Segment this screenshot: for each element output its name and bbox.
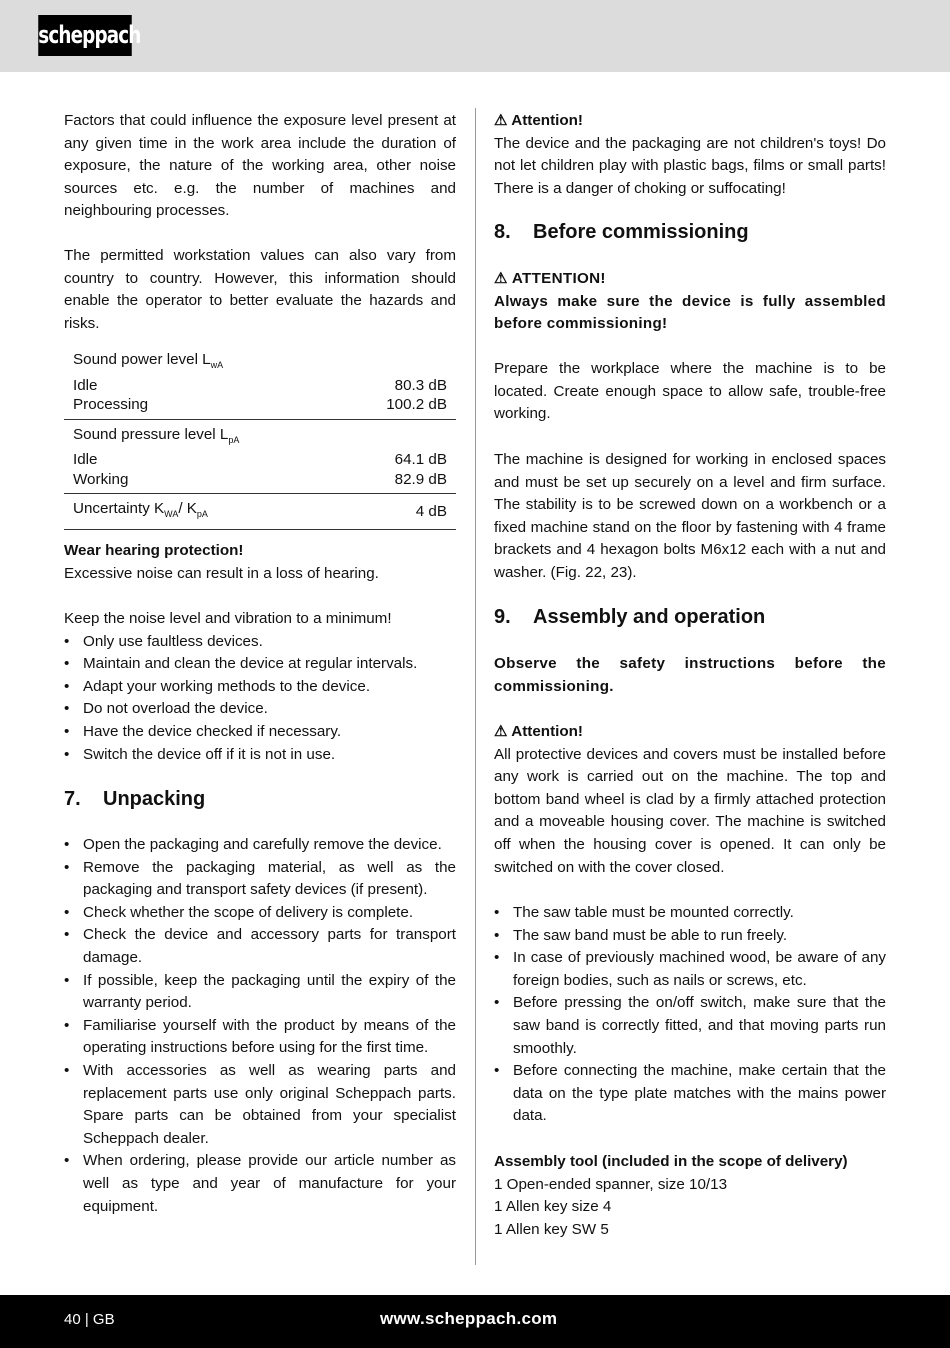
list-item: • Adapt your working methods to the device.: [64, 676, 456, 699]
num: 7.: [64, 788, 81, 810]
list-item: • The saw table must be mounted correctly.: [494, 902, 886, 925]
title: Unpacking: [103, 788, 206, 810]
list-item: • The saw band must be able to run freely.: [494, 925, 886, 948]
machine-paragraph: The machine is designed for working in enclosed spaces and must be set up securely on a level and firm surface. The stability is to be screwed down on a workbench or a fixed machine stand on the floor by fastening with 4 frame brackets and 4 hexagon bolts M6x12 each with a nut and washer. (Fig. 22, 23).: [494, 451, 886, 581]
title: Assembly and operation: [533, 606, 766, 628]
list-item: • When ordering, please provide our article number as well as type and year of manufacture for your equipment.: [64, 1150, 456, 1218]
attention-children: [494, 110, 886, 200]
attention-covers: [494, 721, 886, 879]
attention-text: All protective devices and covers must be installed before any work is carried out on the machine. The top and bottom band wheel is clad by a firmly attached protection and a moveable housing cover. The machine is switched off when the housing cover is opened. It can only be switched on with the cover closed.: [494, 745, 886, 876]
page-footer: [0, 1295, 950, 1348]
list-item: • Before connecting the machine, make certain that the data on the type plate matches with the mains power data.: [494, 1060, 886, 1128]
noise-table: [64, 350, 456, 530]
scheppach-logo: scheppach: [38, 15, 132, 56]
list-item: • With accessories as well as wearing parts and replacement parts use only original Scheppach parts. Spare parts can be obtained from your specialist Scheppach dealer.: [64, 1060, 456, 1150]
power-label: Sound power level L: [73, 351, 211, 368]
noise-min-title: Keep the noise level and vibration to a minimum!: [64, 610, 392, 627]
sep: / K: [178, 500, 197, 517]
website-link[interactable]: www.scheppach.com: [380, 1309, 558, 1328]
list-item: • Check the device and accessory parts for transport damage.: [64, 924, 456, 969]
row-value: 100.2 dB: [334, 395, 456, 419]
list-item: • If possible, keep the packaging until the expiry of the warranty period.: [64, 970, 456, 1015]
row-value: 80.3 dB: [394, 376, 447, 394]
uncertainty-label: Uncertainty K: [73, 500, 165, 517]
exposure-paragraph: Factors that could influence the exposure level present at any given time in the work area include the duration of exposure, the nature of the working area, other noise sources etc. e.g. the number of machines and neighbouring processes.: [64, 112, 456, 220]
row-label: Idle: [73, 451, 98, 468]
sub: wA: [210, 360, 224, 370]
attention-text: The device and the packaging are not children's toys! Do not let children play with plastic bags, films or small parts! There is a danger of choking or suffocating!: [494, 134, 886, 197]
list-item: • Only use faultless devices.: [64, 631, 456, 654]
row-value: 4 dB: [334, 494, 456, 530]
tool-item: 1 Allen key size 4: [494, 1198, 612, 1216]
sub: pA: [196, 509, 208, 519]
page-number: 40 | GB: [64, 1311, 115, 1328]
attention-title: ⚠ Attention!: [494, 112, 583, 129]
page-header: [0, 0, 950, 72]
num: 8.: [494, 221, 511, 243]
hearing-block: [64, 540, 456, 585]
tool-title: Assembly tool (included in the scope of delivery): [494, 1153, 848, 1170]
list-item: • Familiarise yourself with the product by means of the operating instructions before using for the first time.: [64, 1015, 456, 1060]
attention-title: ⚠ ATTENTION!: [494, 270, 606, 287]
pressure-label: Sound pressure level L: [73, 425, 229, 443]
noise-min-block: [64, 608, 456, 766]
unpacking-list: [64, 834, 456, 1218]
attention-assembled: [494, 268, 886, 336]
list-item: • Have the device checked if necessary.: [64, 721, 456, 744]
section-8-heading: [494, 219, 749, 245]
list-item: • Switch the device off if it is not in use.: [64, 744, 456, 767]
prepare-paragraph: Prepare the workplace where the machine is to be located. Create enough space to allow safe, trouble-free working.: [494, 360, 886, 423]
tool-item: 1 Open-ended spanner, size 10/13: [494, 1175, 728, 1193]
list-item: • Before pressing the on/off switch, make sure that the saw band is correctly fitted, and that moving parts run smoothly.: [494, 992, 886, 1060]
noise-list: [64, 631, 456, 767]
row-label: Working: [64, 470, 334, 494]
hearing-title: Wear hearing protection!: [64, 542, 244, 559]
assembly-tool-block: [494, 1151, 886, 1241]
hearing-text: Excessive noise can result in a loss of hearing.: [64, 564, 379, 582]
list-item: • Do not overload the device.: [64, 698, 456, 721]
tool-item: 1 Allen key SW 5: [494, 1220, 609, 1238]
list-item: • Maintain and clean the device at regular intervals.: [64, 653, 456, 676]
sub: pA: [228, 434, 240, 445]
num: 9.: [494, 606, 511, 628]
section-7-heading: [64, 786, 205, 812]
list-item: • Open the packaging and carefully remove the device.: [64, 834, 456, 857]
row-value: 64.1 dB: [394, 451, 447, 468]
attention-text: Always make sure the device is fully assembled before commissioning!: [494, 292, 886, 333]
title: Before commissioning: [533, 221, 749, 243]
row-value: 82.9 dB: [334, 470, 456, 494]
sub: WA: [164, 509, 179, 519]
observe-text: Observe the safety instructions before the commissioning.: [494, 655, 886, 695]
list-item: • In case of previously machined wood, be aware of any foreign bodies, such as nails or screws, etc.: [494, 947, 886, 992]
list-item: • Check whether the scope of delivery is complete.: [64, 902, 456, 925]
row-label: Idle: [73, 376, 98, 394]
attention-title: ⚠ Attention!: [494, 723, 583, 740]
list-item: • Remove the packaging material, as well as the packaging and transport safety devices (if present).: [64, 857, 456, 902]
section-9-heading: [494, 604, 765, 630]
row-label: Processing: [64, 395, 334, 419]
column-divider: [475, 108, 476, 1265]
workstation-paragraph: The permitted workstation values can also vary from country to country. However, this information should enable the operator to better evaluate the hazards and risks.: [64, 247, 456, 332]
assembly-list: [494, 902, 886, 1128]
